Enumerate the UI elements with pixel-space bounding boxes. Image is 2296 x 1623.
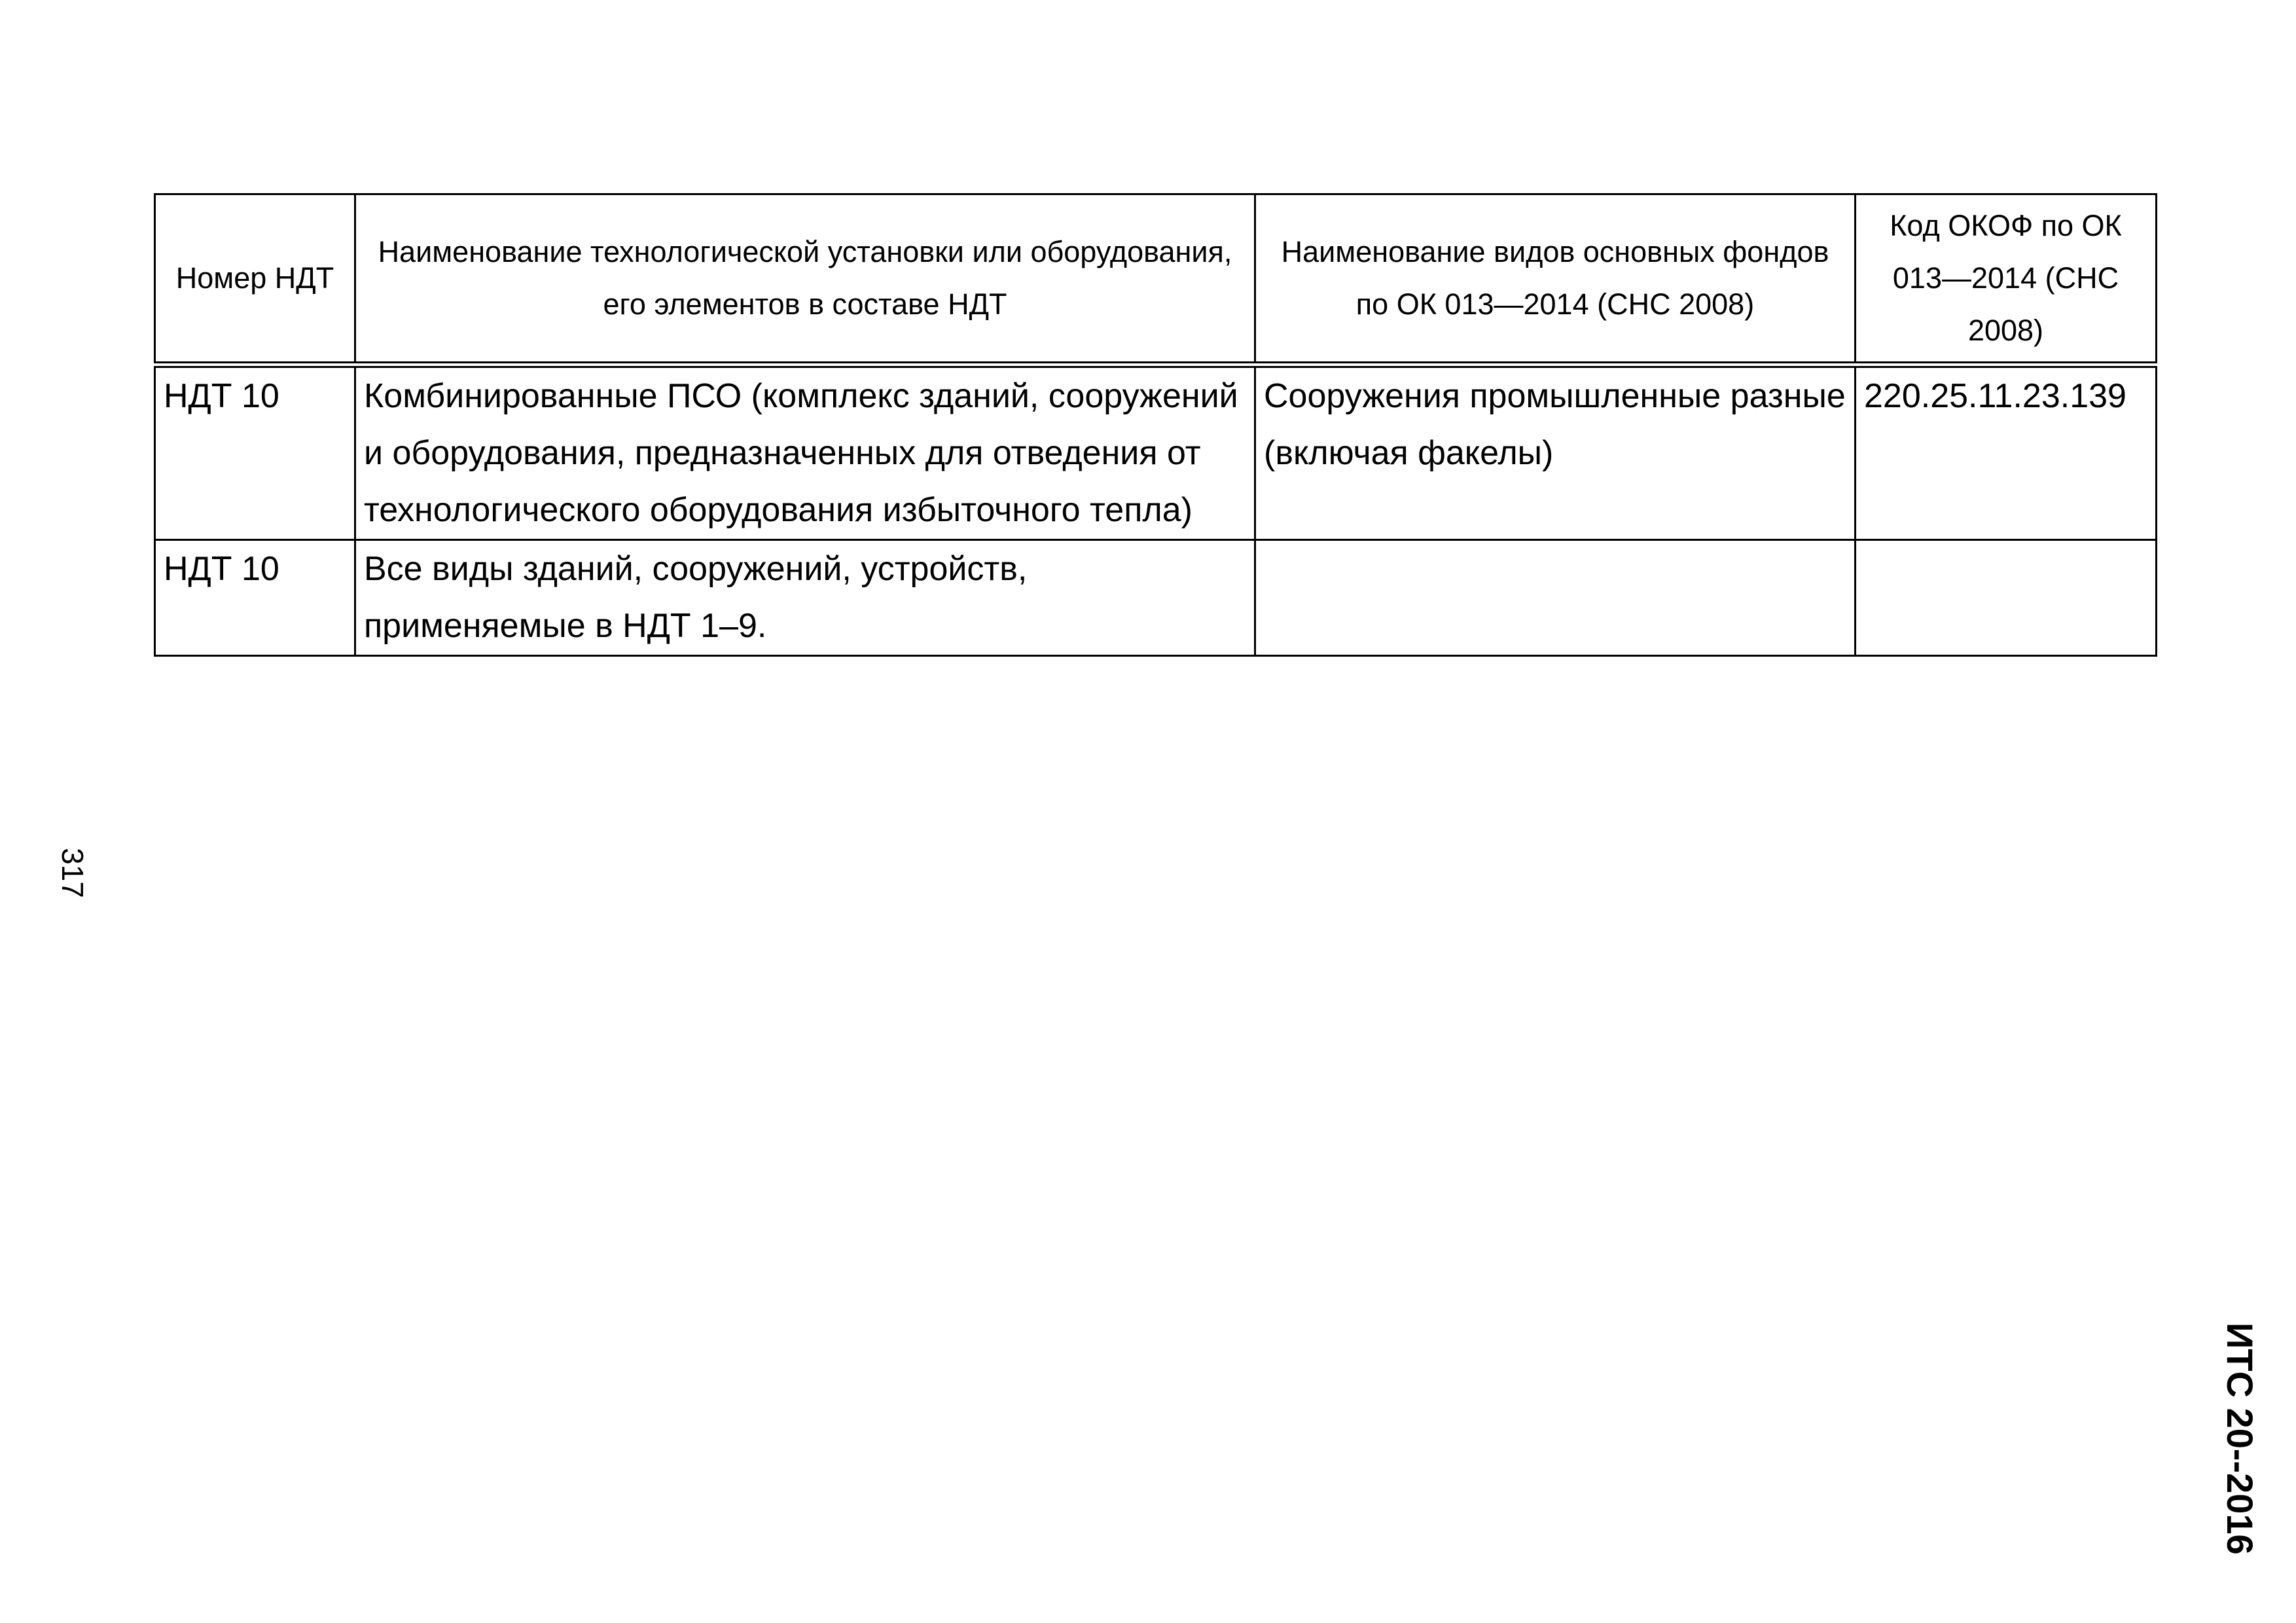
table-row bbox=[155, 365, 2157, 540]
cell-equipment-name: Комбинированные ПСО (комплекс зданий, сооружений и оборудования, предназначенных для отведения от технологического оборудования избыточного тепла) bbox=[355, 365, 1255, 540]
header-row bbox=[155, 194, 2157, 365]
cell-equipment-name: Все виды зданий, сооружений, устройств, применяемые в НДТ 1–9. bbox=[355, 539, 1255, 655]
header-ndt-number: Номер НДТ bbox=[155, 194, 355, 365]
equipment-table bbox=[154, 193, 2157, 657]
header-equipment-name: Наименование технологической установки или оборудования, его элементов в составе НДТ bbox=[355, 194, 1255, 365]
header-fixed-assets-type: Наименование видов основных фондов по ОК 013—2014 (СНС 2008) bbox=[1255, 194, 1856, 365]
page-number: 317 bbox=[56, 848, 90, 898]
table-body bbox=[155, 365, 2157, 656]
cell-ndt-number: НДТ 10 bbox=[155, 539, 355, 655]
running-header: ИТС 20--2016 bbox=[2219, 1322, 2261, 1555]
table-header bbox=[155, 194, 2157, 365]
cell-okof-code bbox=[1856, 539, 2157, 655]
table-row bbox=[155, 539, 2157, 655]
cell-okof-code: 220.25.11.23.139 bbox=[1856, 365, 2157, 540]
header-okof-code: Код ОКОФ по ОК 013—2014 (СНС 2008) bbox=[1856, 194, 2157, 365]
cell-fixed-assets-type bbox=[1255, 539, 1856, 655]
cell-ndt-number: НДТ 10 bbox=[155, 365, 355, 540]
cell-fixed-assets-type: Сооружения промышленные разные (включая факелы) bbox=[1255, 365, 1856, 540]
